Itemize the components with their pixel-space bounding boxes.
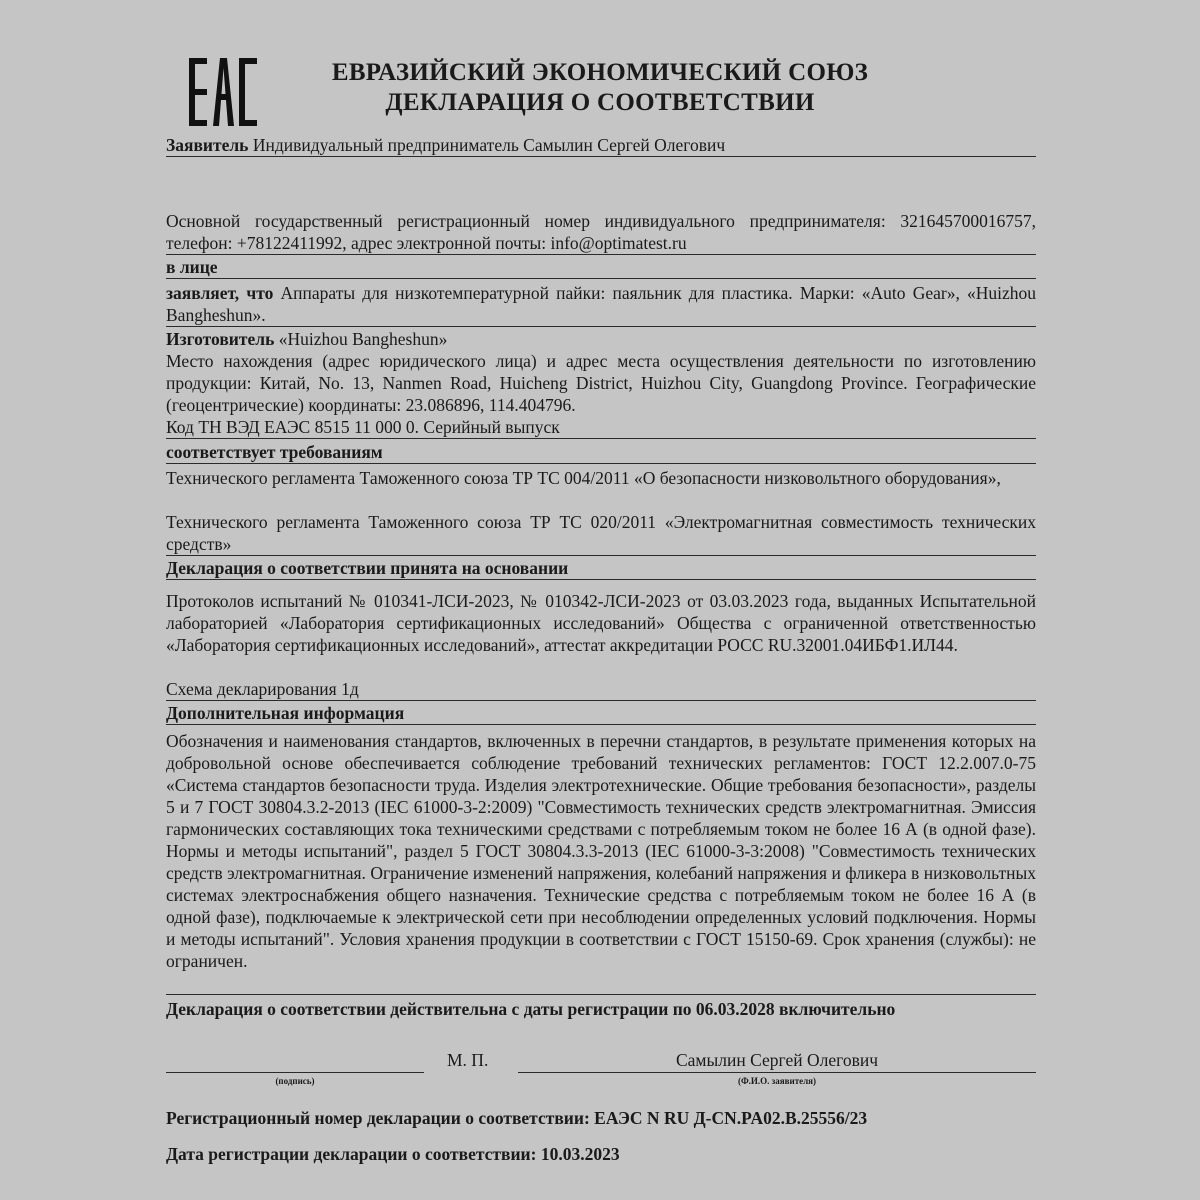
additional-label: Дополнительная информация <box>166 702 1036 725</box>
registration-date <box>166 1143 1036 1165</box>
eac-logo <box>187 56 259 128</box>
signature-line <box>166 1072 424 1073</box>
applicant-label: Заявитель <box>166 135 249 155</box>
registration-number <box>166 1107 1036 1129</box>
applicant-value: Индивидуальный предприниматель Самылин Сергей Олегович <box>252 135 726 155</box>
manufacturer-value: «Huizhou Bangheshun» <box>278 329 448 349</box>
manufacturer-label: Изготовитель <box>166 329 275 349</box>
applicant-name: Самылин Сергей Олегович <box>518 1050 1036 1073</box>
manufacturer-location: Место нахождения (адрес юридического лица) и адрес места осуществления деятельности по изготовлению продукции: Китай, No. 13, Nanmen Road, Huicheng District, Huizhou City, Guangdong Province. Географические (геоцентрические) координаты: 23.086896, 114.404796. <box>166 351 1036 415</box>
basis-text: Протоколов испытаний № 010341-ЛСИ-2023, № 010342-ЛСИ-2023 от 03.03.2023 года, выданных Испытательной лабораторией «Лаборатория сертификационных исследований» Общества с ограниченной ответственностью «Лаборатория сертификационных исследований», аттестат аккредитации РОСС RU.32001.04ИБФ1.ИЛ44. <box>166 591 1036 655</box>
name-caption: (Ф.И.О. заявителя) <box>737 1076 817 1086</box>
registration-date-label: Дата регистрации декларации о соответствии: <box>166 1144 537 1164</box>
stamp-placeholder: М. П. <box>447 1050 489 1070</box>
conforms-label: соответствует требованиям <box>166 441 1036 464</box>
hs-code: Код ТН ВЭД ЕАЭС 8515 11 000 0. Серийный выпуск <box>166 416 1036 439</box>
declares-row <box>166 282 1036 327</box>
declares-label: заявляет, что <box>166 283 274 303</box>
registration-number-label: Регистрационный номер декларации о соответствии: <box>166 1108 590 1128</box>
validity-text: Декларация о соответствии действительна с даты регистрации по 06.03.2028 включительно <box>166 999 896 1019</box>
registration-number-value: ЕАЭС N RU Д-CN.PA02.B.25556/23 <box>594 1108 868 1128</box>
basis-label: Декларация о соответствии принята на основании <box>166 557 1036 580</box>
declaration-scheme: Схема декларирования 1д <box>166 678 1036 701</box>
regulation-004: Технического регламента Таможенного союза ТР ТС 004/2011 «О безопасности низковольтного оборудования», <box>166 468 1001 488</box>
registration-date-value: 10.03.2023 <box>540 1144 620 1164</box>
regulation-020: Технического регламента Таможенного союза ТР ТС 020/2011 «Электромагнитная совместимость технических средств» <box>166 512 1036 554</box>
title-declaration: ДЕКЛАРАЦИЯ О СООТВЕТСТВИИ <box>385 89 815 116</box>
applicant-registration: Основной государственный регистрационный номер индивидуального предпринимателя: 321645700016757, телефон: +78122411992, адрес электронной почты: info@optimatest.ru <box>166 211 1036 253</box>
additional-text: Обозначения и наименования стандартов, включенных в перечни стандартов, в результате применения которых на добровольной основе обеспечивается соблюдение требований технических регламентов: ГОСТ 12.2.007.0-75 «Система стандартов безопасности труда. Изделия электротехнические. Общие требования безопасности», разделы 5 и 7 ГОСТ 30804.3.2-2013 (IEC 61000-3-2:2009) "Совместимость технических средств электромагнитная. Эмиссия гармонических составляющих тока техническими средствами с потребляемым током не более 16 А (в одной фазе). Нормы и методы испытаний", раздел 5 ГОСТ 30804.3.3-2013 (IEC 61000-3-3:2008) "Совместимость технических средств электромагнитная. Ограничение изменений напряжения, колебаний напряжения и фликера в низковольтных системах электроснабжения общего назначения. Технические средства с потребляемым током не более 16 А (в одной фазе), подключаемые к электрической сети при несоблюдении определенных условий подключения. Нормы и методы испытаний". Условия хранения продукции в соответствии с ГОСТ 15150-69. Срок хранения (службы): не ограничен. <box>166 730 1036 995</box>
in-person-label: в лице <box>166 256 1036 279</box>
applicant-row <box>166 134 1036 157</box>
signature-caption: (подпись) <box>275 1076 315 1086</box>
title-union: ЕВРАЗИЙСКИЙ ЭКОНОМИЧЕСКИЙ СОЮЗ <box>331 59 869 86</box>
manufacturer-row <box>166 328 1036 350</box>
declares-value: Аппараты для низкотемпературной пайки: паяльник для пластика. Марки: «Auto Gear», «Huizhou Bangheshun». <box>166 283 1037 325</box>
